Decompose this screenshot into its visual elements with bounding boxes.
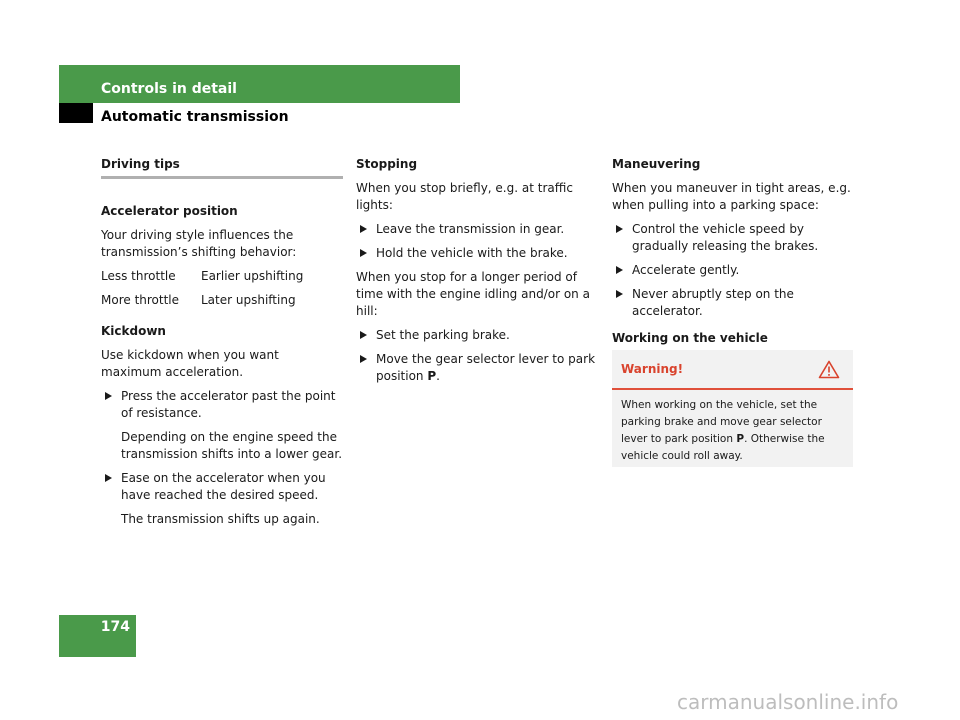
throttle-row [101,292,343,309]
warning-text: When working on the vehicle, set the parking brake and move gear selector lever to park position P. Otherwise the vehicle could roll away. [621,399,825,462]
stopping-heading: Stopping [356,157,418,171]
warning-triangle-icon [818,360,840,383]
list-item [356,245,600,262]
list-item [101,470,343,504]
list-item [612,221,856,255]
stopping-text: When you stop briefly, e.g. at traffic lights: [356,181,573,212]
warning-header [612,350,853,390]
kickdown-text: Use kickdown when you want maximum acceleration. [101,348,279,379]
stopping-long-text: When you stop for a longer period of time with the engine idling and/or on a hill: [356,270,590,318]
list-item [356,327,600,344]
list-item-text: Control the vehicle speed by gradually releasing the brakes. [632,222,819,253]
list-item-text: Leave the transmission in gear. [376,222,565,236]
list-item-text: Accelerate gently. [632,263,740,277]
list-item-text: Set the parking brake. [376,328,510,342]
bullet-arrow-icon [360,249,367,257]
shift-behavior: Later upshifting [201,293,296,307]
heading-rule [101,176,343,179]
page-number-box [59,615,136,657]
working-heading: Working on the vehicle [612,331,768,345]
bullet-arrow-icon [616,266,623,274]
accelerator-heading: Accelerator position [101,204,238,218]
watermark: carmanualsonline.info [677,690,899,714]
warning-box [612,350,853,467]
column-stopping [356,156,600,392]
bullet-arrow-icon [360,225,367,233]
throttle-label: Less throttle [101,269,176,283]
list-item [612,262,856,279]
driving-tips-heading: Driving tips [101,157,180,171]
maneuvering-text: When you maneuver in tight areas, e.g. when pulling into a parking space: [612,181,851,212]
list-item [356,351,600,385]
page-number: 174 [100,619,130,635]
list-item-text: Ease on the accelerator when you have reached the desired speed. [121,471,326,502]
list-item [356,221,600,238]
list-item [612,286,856,320]
list-item-text: Never abruptly step on the accelerator. [632,287,794,318]
list-item-text: Hold the vehicle with the brake. [376,246,568,260]
bullet-arrow-icon [105,392,112,400]
throttle-row [101,268,343,285]
shift-behavior: Earlier upshifting [201,269,304,283]
bullet-arrow-icon [616,290,623,298]
list-item [101,388,343,422]
column-maneuvering [612,156,856,354]
bullet-arrow-icon [360,331,367,339]
chapter-title: Automatic transmission [101,109,289,125]
note-text: Depending on the engine speed the transmission shifts into a lower gear. [121,430,343,461]
maneuvering-heading: Maneuvering [612,157,701,171]
list-item-text: Press the accelerator past the point of resistance. [121,389,336,420]
throttle-label: More throttle [101,293,180,307]
bullet-arrow-icon [360,355,367,363]
kickdown-heading: Kickdown [101,324,166,338]
header-tab [59,103,93,123]
section-title: Controls in detail [101,81,237,97]
list-item-text: Move the gear selector lever to park position P. [376,352,596,383]
warning-title: Warning! [621,362,684,376]
bullet-arrow-icon [616,225,623,233]
bullet-arrow-icon [105,474,112,482]
accelerator-text: Your driving style influences the transmission’s shifting behavior: [101,228,297,259]
column-driving-tips [101,156,343,535]
note-text: The transmission shifts up again. [121,512,320,526]
